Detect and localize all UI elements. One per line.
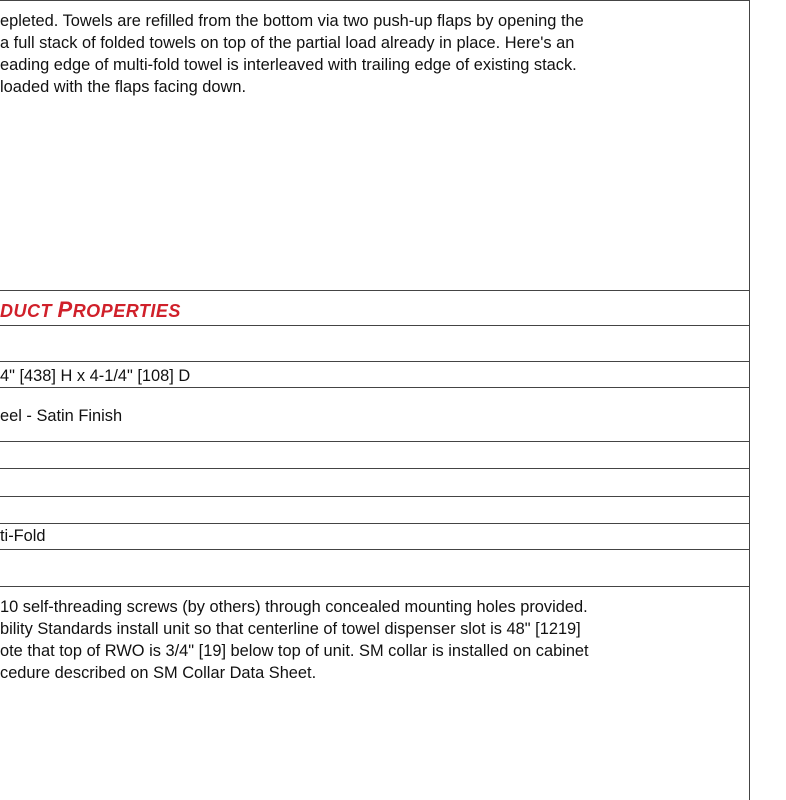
divider [0, 325, 750, 326]
property-dimensions: 4" [438] H x 4-1/4" [108] D [0, 367, 191, 385]
description-line: eading edge of multi-fold towel is interleaved with trailing edge of existing stack. [0, 56, 577, 74]
divider [0, 387, 750, 388]
installation-line: cedure described on SM Collar Data Sheet. [0, 664, 317, 682]
divider [0, 441, 750, 442]
divider [0, 586, 750, 587]
divider [0, 290, 750, 291]
description-line: loaded with the flaps facing down. [0, 78, 247, 96]
property-material: eel - Satin Finish [0, 407, 123, 425]
divider [0, 468, 750, 469]
description-text [0, 10, 760, 98]
heading-initial: P [57, 297, 73, 322]
property-towel-type: ti-Fold [0, 527, 46, 545]
installation-line: ote that top of RWO is 3/4" [19] below top of unit. SM collar is installed on cabinet [0, 642, 589, 660]
description-line: a full stack of folded towels on top of the partial load already in place. Here's an [0, 34, 575, 52]
divider [0, 361, 750, 362]
heading-part2: ROPERTIES [72, 301, 181, 321]
divider [0, 549, 750, 550]
installation-line: 10 self-threading screws (by others) through concealed mounting holes provided. [0, 598, 588, 616]
description-line: epleted. Towels are refilled from the bottom via two push-up flaps by opening the [0, 12, 584, 30]
heading-part1: DUCT [0, 301, 58, 321]
installation-text [0, 596, 760, 684]
divider [0, 496, 750, 497]
divider [0, 523, 750, 524]
section-heading [0, 297, 181, 323]
divider-top [0, 0, 750, 1]
installation-line: bility Standards install unit so that centerline of towel dispenser slot is 48" [1219] [0, 620, 581, 638]
